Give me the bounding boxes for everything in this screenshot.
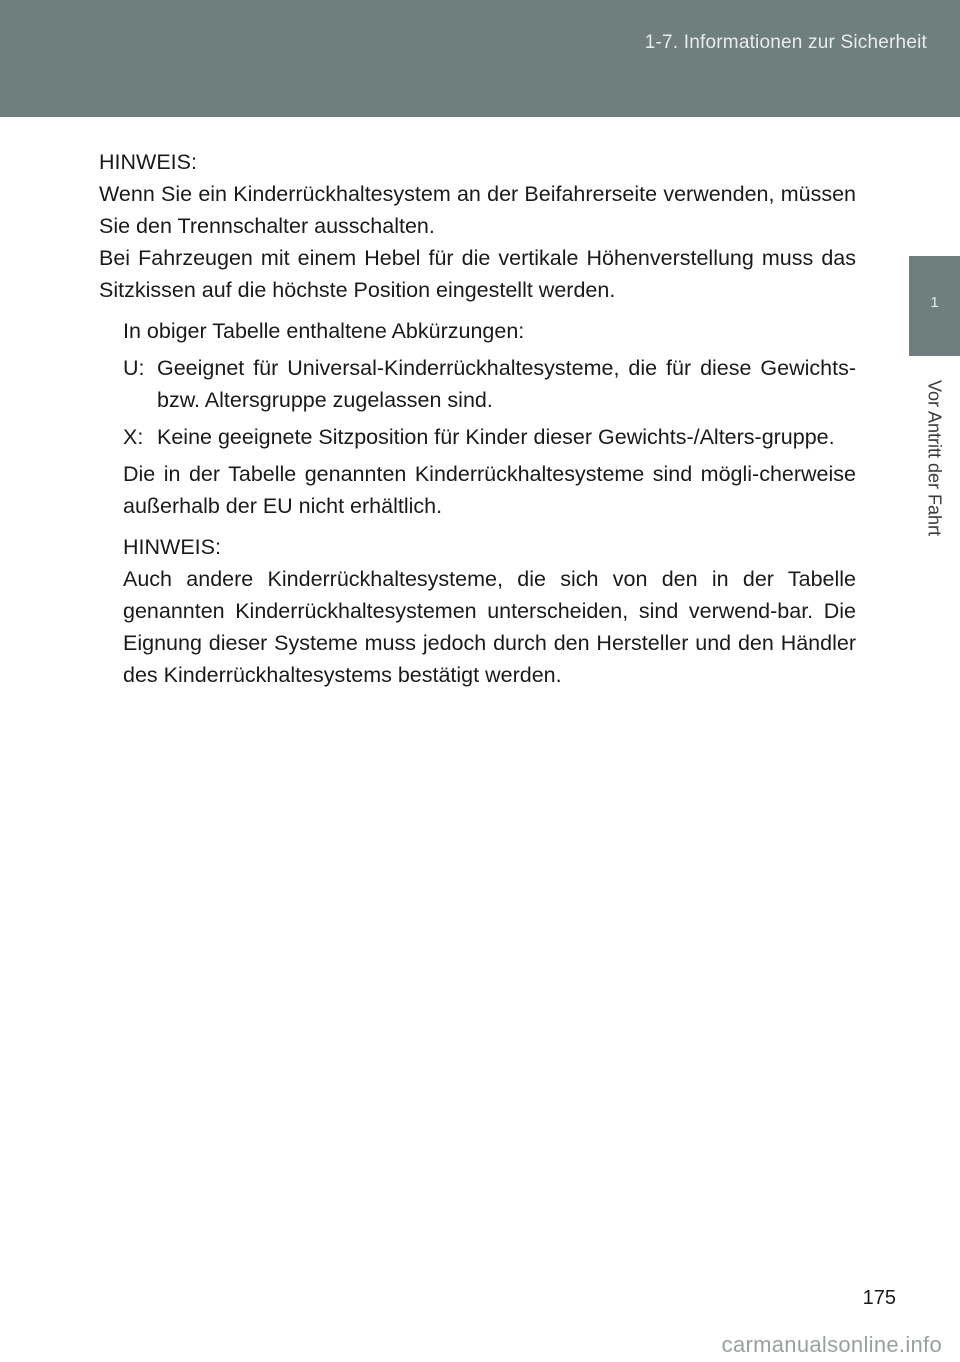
section-title: 1-7. Informationen zur Sicherheit — [644, 32, 927, 53]
abbreviation-text: Keine geeignete Sitzposition für Kinder dieser Gewichts-/Alters-gruppe. — [157, 425, 835, 449]
abbreviation-item — [123, 352, 856, 416]
note-paragraph: Wenn Sie ein Kinderrückhaltesystem an der Beifahrerseite verwenden, müssen Sie den Trennschalter ausschalten. — [99, 182, 856, 238]
note-paragraph: Auch andere Kinderrückhaltesysteme, die sich von den in der Tabelle genannten Kinderrückhaltesystemen unterscheiden, sind verwend-bar. Die Eignung dieser Systeme muss jedoch durch den Hersteller und den Händler des Kinderrückhaltesystems bestätigt werden. — [123, 567, 856, 687]
page-content — [99, 146, 856, 691]
abbreviation-text: Geeignet für Universal-Kinderrückhaltesysteme, die für diese Gewichts- bzw. Altersgruppe zugelassen sind. — [157, 356, 856, 412]
eu-availability-note: Die in der Tabelle genannten Kinderrückhaltesysteme sind mögli-cherweise außerhalb der EU nicht erhältlich. — [123, 462, 856, 518]
chapter-tab — [909, 256, 960, 356]
watermark: carmanualsonline.info — [721, 1332, 942, 1357]
note-block-1 — [99, 146, 856, 306]
note-title: HINWEIS: — [123, 535, 221, 559]
abbreviation-item — [123, 421, 856, 453]
note-paragraph: Bei Fahrzeugen mit einem Hebel für die vertikale Höhenverstellung muss das Sitzkissen auf die höchste Position eingestellt werden. — [99, 246, 856, 302]
note-title: HINWEIS: — [99, 150, 197, 174]
chapter-number: 1 — [930, 294, 939, 311]
abbreviation-key: U: — [123, 356, 145, 380]
page-number: 175 — [862, 1287, 896, 1309]
abbreviation-key: X: — [123, 425, 144, 449]
chapter-label: Vor Antritt der Fahrt — [924, 379, 945, 537]
header-bar — [0, 0, 960, 117]
abbreviation-intro: In obiger Tabelle enthaltene Abkürzungen: — [123, 319, 525, 343]
